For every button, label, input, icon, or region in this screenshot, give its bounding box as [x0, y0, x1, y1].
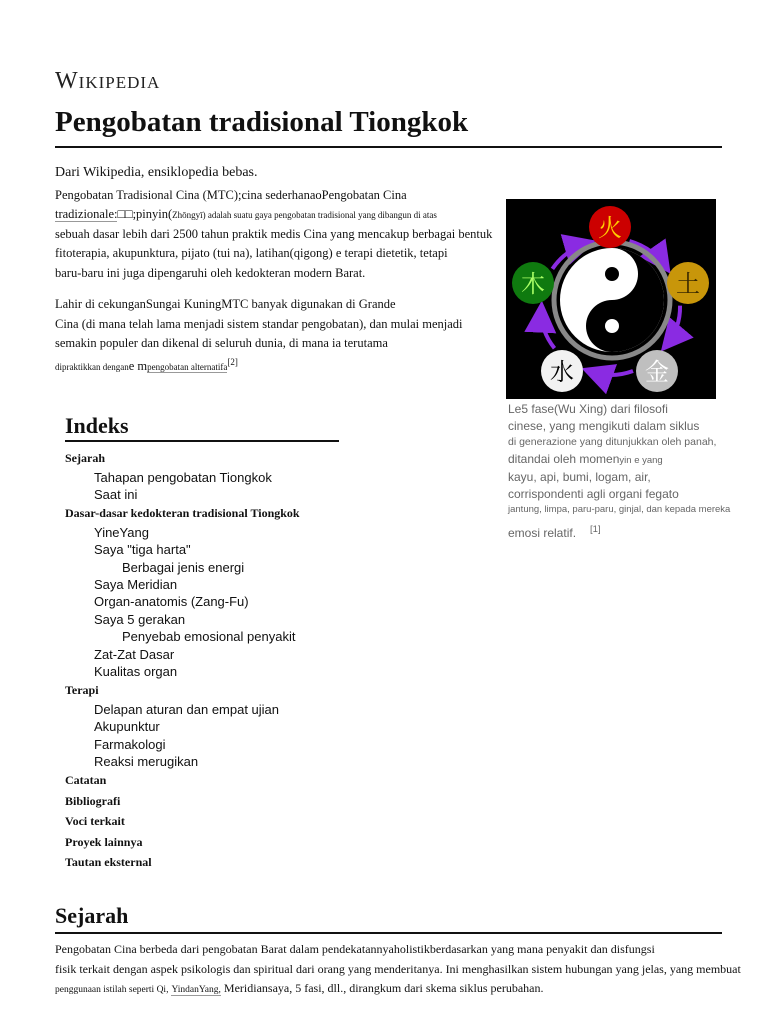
- caption-line-1: Le5 fase(Wu Xing) dari filosofi: [508, 402, 668, 416]
- intro-line-3: sebuah dasar lebih dari 2500 tahun praktik medis Cina yang mencakup berbagai bentuk: [55, 227, 493, 241]
- caption-line-3: di generazione yang ditunjukkan oleh panah,: [508, 436, 717, 448]
- section-paragraph: [55, 940, 765, 1001]
- toc-item-21[interactable]: Voci terkait: [65, 814, 125, 829]
- section-line-3-rest: Meridiansaya, 5 fasi, dll., dirangkum dari skema siklus perubahan.: [223, 981, 544, 995]
- toc-item-3[interactable]: Saat ini: [94, 486, 138, 502]
- para2-line-3: semakin populer dan dikenal di seluruh dunia, di mana ia terutama: [55, 336, 388, 350]
- toc-divider: [65, 440, 339, 442]
- wu-xing-figure[interactable]: [506, 199, 716, 399]
- toc-item-10[interactable]: Saya 5 gerakan: [94, 611, 186, 627]
- caption-line-2: cinese, yang mengikuti dalam siklus: [508, 418, 700, 433]
- toc-item-23[interactable]: Tautan eksternal: [65, 855, 152, 870]
- yin-yang-section-link[interactable]: YindanYang,: [171, 985, 221, 995]
- toc-item-14[interactable]: Terapi: [65, 683, 99, 698]
- intro-link-tradizionale[interactable]: tradizionale:: [55, 207, 118, 221]
- intro-line-1: Pengobatan Tradisional Cina (MTC);cina sederhanaoPengobatan Cina: [55, 188, 407, 202]
- wikipedia-wordmark[interactable]: Wikipedia: [55, 68, 161, 94]
- yin-yang-link[interactable]: yin e yang: [619, 454, 663, 466]
- element-metal: [636, 350, 678, 392]
- element-wood: [512, 262, 554, 304]
- wood-glyph: 木: [521, 270, 545, 298]
- reference-1[interactable]: [1]: [590, 523, 601, 535]
- toc-item-4[interactable]: Dasar-dasar kedokteran tradisional Tiongkok: [65, 506, 300, 521]
- toc-item-18[interactable]: Reaksi merugikan: [94, 753, 199, 769]
- tagline: Dari Wikipedia, ensiklopedia bebas.: [55, 165, 258, 180]
- toc-item-22[interactable]: Proyek lainnya: [65, 834, 143, 849]
- caption-line-5: kayu, api, bumi, logam, air,: [508, 470, 651, 484]
- caption-line-8-text: emosi relatif.: [508, 525, 577, 540]
- table-of-contents: [65, 448, 385, 873]
- section-line-3: [55, 979, 765, 1001]
- toc-item-7[interactable]: Berbagai jenis energi: [122, 559, 245, 575]
- reference-2[interactable]: [2]: [227, 357, 238, 367]
- element-earth: [667, 262, 709, 304]
- intro-pinyin-link[interactable]: □□;pinyin(: [117, 207, 173, 221]
- intro-line-4: fitoterapia, akupunktura, pijato (tui na), latihan(qigong) e terapi dietetik, tetapi: [55, 246, 448, 260]
- para2-line-4: [55, 353, 505, 378]
- para2-line-4-mid: e m: [128, 359, 148, 374]
- page-title: Pengobatan tradisional Tiongkok: [55, 106, 469, 138]
- cycle-arrow-4: [541, 309, 554, 349]
- fire-glyph: 火: [598, 214, 622, 242]
- toc-item-6[interactable]: Saya "tiga harta": [94, 542, 191, 558]
- toc-item-17[interactable]: Farmakologi: [94, 736, 166, 752]
- toc-item-12[interactable]: Zat-Zat Dasar: [94, 646, 175, 662]
- toc-title: Indeks: [65, 413, 129, 438]
- section-divider: [55, 932, 722, 934]
- toc-item-1[interactable]: Sejarah: [65, 451, 105, 465]
- toc-item-5[interactable]: YineYang: [94, 524, 149, 540]
- para2-line-4-start: dipraktikkan dengan: [55, 362, 129, 373]
- element-water: [541, 350, 583, 392]
- yin-yang-symbol: [554, 242, 670, 358]
- caption-line-7: jantung, limpa, paru-paru, ginjal, dan kepada mereka: [508, 504, 731, 515]
- earth-glyph: 土: [676, 270, 700, 298]
- element-fire: [589, 206, 631, 248]
- toc-item-16[interactable]: Akupunktur: [94, 719, 160, 735]
- caption-line-8: [508, 522, 758, 542]
- toc-item-8[interactable]: Saya Meridian: [94, 576, 178, 592]
- para2-line-2: Cina (di mana telah lama menjadi sistem standar pengobatan), dan mulai menjadi: [55, 317, 463, 331]
- section-line-2: fisik terkait dengan aspek psikologis dan spiritual dari orang yang menderitanya. Ini menghasilkan sistem hubungan yang jelas, yang membuat: [55, 961, 741, 976]
- wu-xing-diagram: [506, 199, 716, 399]
- toc-item-9[interactable]: Organ-anatomis (Zang-Fu): [94, 594, 249, 610]
- toc-item-2[interactable]: Tahapan pengobatan Tiongkok: [94, 469, 272, 485]
- toc-item-13[interactable]: Kualitas organ: [94, 663, 178, 679]
- intro-line-5: baru-baru ini juga dipengaruhi oleh kedokteran modern Barat.: [55, 266, 366, 280]
- para2-line-1: Lahir di cekunganSungai KuningMTC banyak digunakan di Grande: [55, 297, 396, 311]
- title-divider: [55, 146, 722, 148]
- intro-line-2: [55, 205, 505, 226]
- metal-glyph: 金: [645, 358, 669, 386]
- caption-line-4-start: ditandai oleh momen: [508, 451, 620, 466]
- section-line-3-start: penggunaan istilah seperti Qi,: [55, 985, 169, 995]
- caption-line-6: corrispondenti agli organi fegato: [508, 486, 679, 501]
- toc-item-11[interactable]: Penyebab emosional penyakit: [122, 629, 296, 645]
- toc-item-19[interactable]: Catatan: [65, 773, 107, 788]
- figure-caption: [508, 401, 758, 541]
- toc-item-15[interactable]: Delapan aturan dan empat ujian: [94, 701, 280, 717]
- section-heading-sejarah: Sejarah: [55, 903, 129, 928]
- alternative-medicine-link[interactable]: pengobatan alternatifa: [147, 362, 228, 373]
- toc-item-20[interactable]: Bibliografi: [65, 793, 121, 808]
- cycle-arrow-3: [589, 371, 633, 375]
- section-line-1: Pengobatan Cina berbeda dari pengobatan Barat dalam pendekatannyaholistikberdasarkan yang mana penyakit dan disfungsi: [55, 942, 655, 956]
- water-glyph: 水: [550, 358, 574, 386]
- intro-line-2-rest: Zhōngyī) adalah suatu gaya pengobatan tradisional yang dibangun di atas: [172, 210, 437, 220]
- caption-line-4: [508, 451, 758, 470]
